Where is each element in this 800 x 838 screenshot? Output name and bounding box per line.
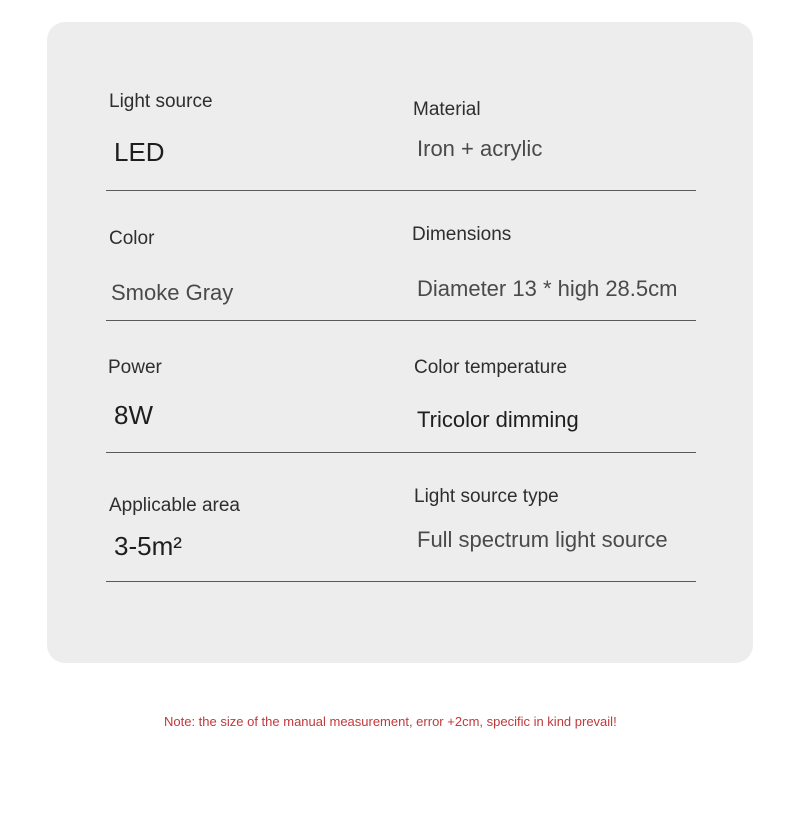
spec-value-color-temperature: Tricolor dimming — [417, 407, 579, 432]
row-divider — [106, 190, 696, 191]
spec-card — [47, 22, 753, 663]
row-divider — [106, 320, 696, 321]
spec-label-color-temperature: Color temperature — [414, 357, 568, 378]
row-divider — [106, 452, 696, 453]
spec-value-color: Smoke Gray — [111, 280, 234, 305]
spec-value-power: 8W — [114, 400, 153, 430]
spec-label-light-source-type: Light source type — [414, 486, 559, 507]
spec-value-applicable-area: 3-5m² — [114, 531, 182, 561]
spec-label-power: Power — [108, 357, 162, 378]
spec-label-material: Material — [413, 99, 481, 120]
spec-value-light-source: LED — [114, 137, 165, 167]
spec-value-dimensions: Diameter 13 * high 28.5cm — [417, 276, 678, 301]
spec-label-light-source: Light source — [109, 91, 213, 112]
row-divider — [106, 581, 696, 582]
spec-label-applicable-area: Applicable area — [109, 495, 240, 516]
spec-value-material: Iron + acrylic — [417, 136, 543, 161]
spec-value-light-source-type: Full spectrum light source — [417, 527, 668, 552]
measurement-note: Note: the size of the manual measurement, error +2cm, specific in kind prevail! — [164, 714, 617, 729]
spec-label-dimensions: Dimensions — [412, 224, 512, 245]
spec-label-color: Color — [109, 228, 155, 249]
